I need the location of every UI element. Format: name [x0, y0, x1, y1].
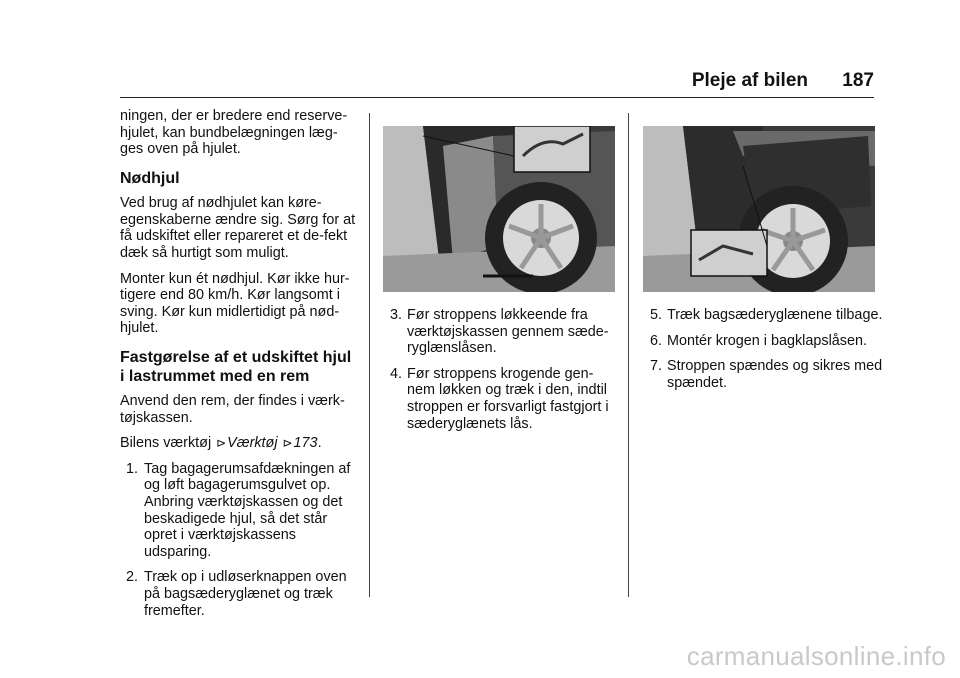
tools-suffix: .: [317, 435, 322, 452]
paragraph-1: Ved brug af nødhjulet kan køre-egenskaberne ændre sig. Sørg for at få udskiftet eller repareret et de-fekt dæk så hurtigt som muligt.: [120, 195, 356, 262]
column-1: [120, 108, 360, 628]
step-text: Montér krogen i bagklapslåsen.: [667, 332, 867, 349]
paragraph-4: [120, 435, 360, 452]
column-divider-1: [369, 113, 370, 597]
step-number: 2.: [126, 569, 139, 586]
column-divider-2: [628, 113, 629, 597]
illustration-strap-through-lock: [383, 126, 615, 292]
illustration-hook-tailgate: [643, 126, 875, 292]
step-number: 7.: [650, 358, 663, 375]
header-rule: [120, 97, 874, 98]
reference-arrow-icon: ⊳: [216, 436, 227, 451]
step-number: 1.: [126, 460, 139, 477]
page-number: 187: [842, 70, 874, 91]
list-item: [643, 333, 883, 350]
section-title: Pleje af bilen: [691, 70, 808, 91]
step-number: 5.: [650, 307, 663, 323]
step-text: Stroppen spændes og sikres med spændet.: [667, 358, 883, 391]
tools-prefix: Bilens værktøj: [120, 435, 212, 452]
list-item: [383, 366, 615, 432]
step-number: 4.: [390, 365, 403, 382]
list-item: [643, 307, 883, 324]
tools-link[interactable]: Værktøj: [227, 435, 278, 452]
tools-page-link[interactable]: 173: [293, 435, 318, 452]
step-text: Før stroppens krogende gen-nem løkken og træk i den, indtil stroppen er forsvarligt fastgjort i sæderyglænets lås.: [407, 365, 609, 432]
list-item: [383, 307, 615, 357]
heading-nodhjul: Nødhjul: [120, 169, 180, 187]
steps-list-1: [120, 461, 360, 619]
step-number: 6.: [650, 332, 663, 349]
column-2: [383, 307, 615, 441]
step-text: Før stroppens løkkeende fra værktøjskassen gennem sæde-ryglænslåsen.: [407, 307, 609, 357]
paragraph-3: Anvend den rem, der findes i værk-tøjskassen.: [120, 393, 345, 426]
step-text: Træk bagsæderyglænene tilbage.: [667, 307, 883, 323]
steps-list-3: [643, 307, 883, 391]
steps-list-2: [383, 307, 615, 432]
page-header: [120, 68, 874, 98]
paragraph-2: Monter kun ét nødhjul. Kør ikke hur-tigere end 80 km/h. Kør langsomt i sving. Kør kun midlertidigt på nød-hjulet.: [120, 270, 350, 337]
column-3: [643, 307, 883, 400]
heading-fastgorelse: Fastgørelse af et udskiftet hjul i lastrummet med en rem: [120, 349, 352, 385]
list-item: [643, 358, 883, 391]
intro-paragraph: ningen, der er bredere end reserve-hjulet, kan bundbelægningen læg-ges oven på hjulet.: [120, 108, 348, 158]
step-text: Træk op i udløserknappen oven på bagsæderyglænet og træk fremefter.: [144, 569, 347, 619]
step-number: 3.: [390, 307, 403, 323]
list-item: [120, 569, 360, 619]
page-arrow-icon: ⊳: [282, 436, 293, 451]
list-item: [120, 461, 360, 561]
step-text: Tag bagagerumsafdækningen af og løft bagagerumsgulvet op. Anbring værktøjskassen og det beskadigede hjul, så det står opret i værktøjskassens udsparing.: [144, 460, 351, 560]
watermark: carmanualsonline.info: [686, 641, 946, 671]
